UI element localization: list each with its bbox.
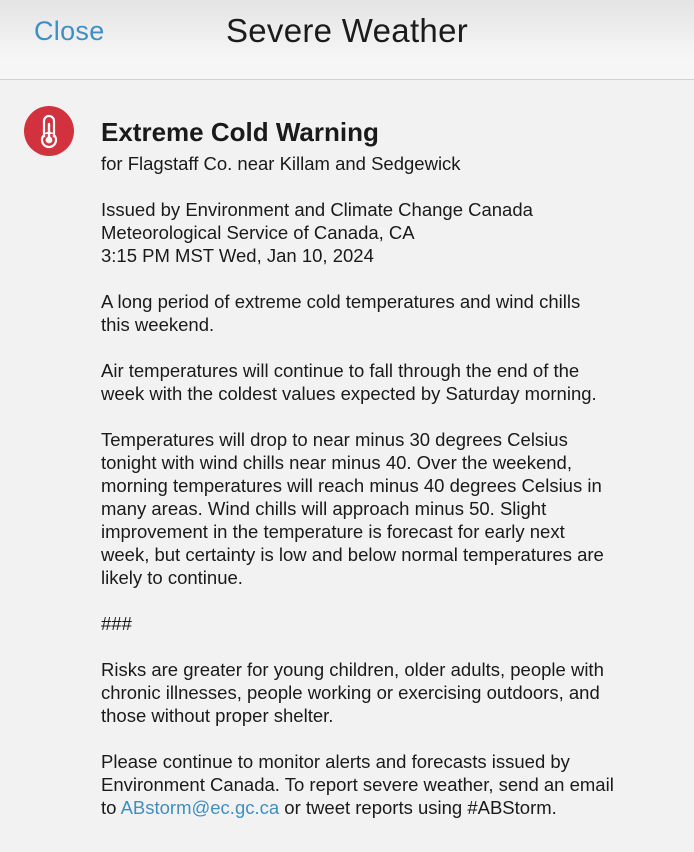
alert-paragraph: Temperatures will drop to near minus 30 degrees Celsius tonight with wind chills near minus 40. Over the weekend, morning temperatures will reach minus 40 degrees Celsius in many areas. Wind chills will approach minus 50. Slight improvement in the temperature is forecast for early next week, but certainty is low and below normal temperatures are likely to continue. bbox=[101, 429, 604, 588]
issued-by: Issued by Environment and Climate Change Canada bbox=[101, 199, 533, 220]
alert-paragraph: Air temperatures will continue to fall through the end of the week with the coldest values expected by Saturday morning. bbox=[101, 360, 597, 404]
alert-content bbox=[101, 115, 671, 819]
thermometer-icon bbox=[24, 106, 74, 156]
nav-bar bbox=[0, 0, 694, 80]
alert-paragraph: Risks are greater for young children, older adults, people with chronic illnesses, people working or exercising outdoors, and those without proper shelter. bbox=[101, 659, 604, 726]
alert-separator: ### bbox=[101, 613, 132, 634]
alert-paragraph: A long period of extreme cold temperatures and wind chills this weekend. bbox=[101, 291, 581, 335]
alert-title: Extreme Cold Warning bbox=[101, 117, 379, 147]
close-button[interactable]: Close bbox=[34, 16, 105, 46]
issued-time: 3:15 PM MST Wed, Jan 10, 2024 bbox=[101, 245, 374, 266]
contact-text-end: or tweet reports using #ABStorm. bbox=[279, 797, 557, 818]
email-link[interactable]: ABstorm@ec.gc.ca bbox=[120, 797, 280, 818]
issued-info bbox=[101, 198, 671, 267]
alert-area: for Flagstaff Co. near Killam and Sedgewick bbox=[101, 153, 461, 174]
contact-text: Please continue to monitor alerts and forecasts issued by Environment Canada. To report severe weather, send an email to bbox=[101, 751, 614, 818]
page-title: Severe Weather bbox=[225, 12, 469, 49]
issuing-service: Meteorological Service of Canada, CA bbox=[101, 222, 415, 243]
alert-contact-paragraph bbox=[101, 750, 671, 819]
